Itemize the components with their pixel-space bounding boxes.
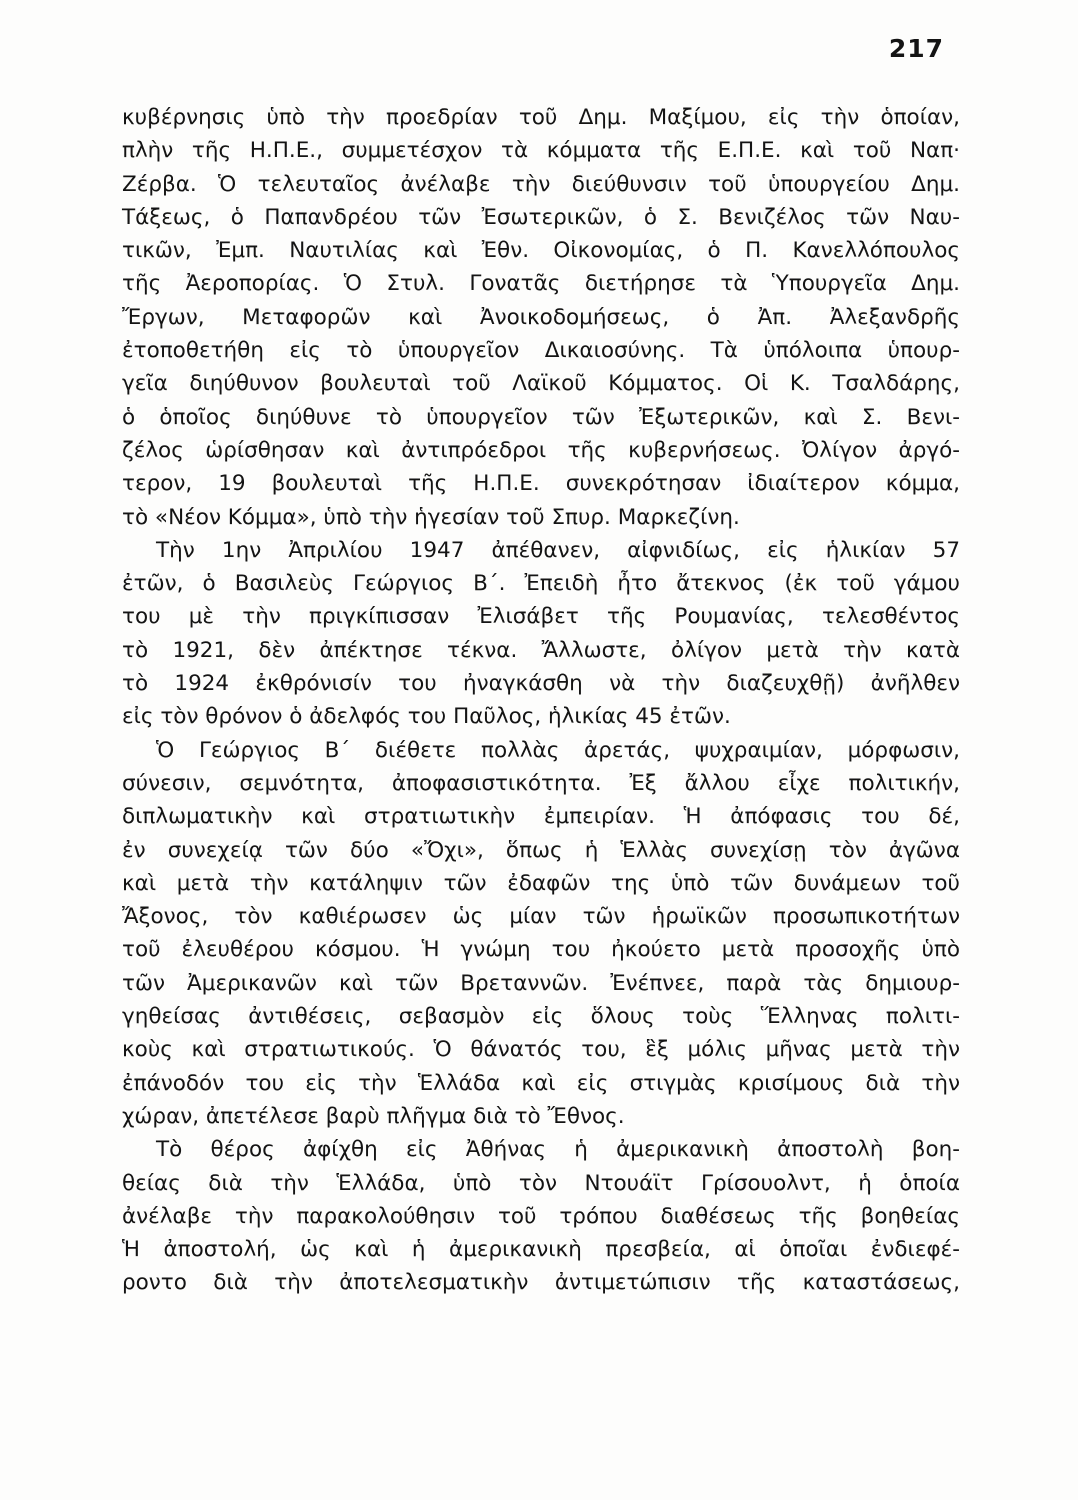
- text-line: θείας διὰ τὴν Ἑλλάδα, ὑπὸ τὸν Ντουάϊτ Γρίσουολντ, ἡ ὁποία: [122, 1170, 960, 1196]
- text-line: Ἡ ἀποστολή, ὡς καὶ ἡ ἀμερικανικὴ πρεσβεία, αἱ ὁποῖαι ἐνδιεφέ-: [122, 1237, 960, 1263]
- text-line: κοὺς καὶ στρατιωτικούς. Ὁ θάνατός του, ἓξ μόλις μῆνας μετὰ τὴν: [122, 1037, 960, 1063]
- text-line: ὁ ὁποῖος διηύθυνε τὸ ὑπουργεῖον τῶν Ἐξωτερικῶν, καὶ Σ. Βενι-: [122, 404, 960, 430]
- body-text: [122, 101, 960, 1300]
- paragraph-end-line: εἰς τὸν θρόνον ὁ ἀδελφός του Παῦλος, ἡλικίας 45 ἐτῶν.: [122, 704, 731, 730]
- text-line: τὸ 1921, δὲν ἀπέκτησε τέκνα. Ἄλλωστε, ὀλίγον μετὰ τὴν κατὰ: [122, 637, 960, 663]
- text-line: Ἄξονος, τὸν καθιέρωσεν ὡς μίαν τῶν ἡρωϊκῶν προσωπικοτήτων: [122, 904, 960, 930]
- text-line: ἐτοποθετήθη εἰς τὸ ὑπουργεῖον Δικαιοσύνης. Τὰ ὑπόλοιπα ὑπουρ-: [122, 338, 960, 364]
- text-line: ροντο διὰ τὴν ἀποτελεσματικὴν ἀντιμετώπισιν τῆς καταστάσεως,: [122, 1270, 960, 1296]
- text-line: τῶν Ἀμερικανῶν καὶ τῶν Βρεταννῶν. Ἐνέπνεε, παρὰ τὰς δημιουρ-: [122, 970, 960, 996]
- paragraph-start-line: Ὁ Γεώργιος Β΄ διέθετε πολλὰς ἀρετάς, ψυχραιμίαν, μόρφωσιν,: [156, 737, 960, 763]
- text-line: κυβέρνησις ὑπὸ τὴν προεδρίαν τοῦ Δημ. Μαξίμου, εἰς τὴν ὁποίαν,: [122, 105, 960, 130]
- text-line: του μὲ τὴν πριγκίπισσαν Ἐλισάβετ τῆς Ρουμανίας, τελεσθέντος: [122, 604, 960, 630]
- text-line: πλὴν τῆς Η.Π.Ε., συμμετέσχον τὰ κόμματα τῆς Ε.Π.Ε. καὶ τοῦ Ναπ·: [122, 138, 960, 164]
- text-line: τὸ 1924 ἐκθρόνισίν του ἠναγκάσθη νὰ τὴν διαζευχθῇ) ἀνῆλθεν: [122, 671, 960, 697]
- text-line: ἐπάνοδόν του εἰς τὴν Ἑλλάδα καὶ εἰς στιγμὰς κρισίμους διὰ τὴν: [122, 1070, 960, 1096]
- text-line: Τάξεως, ὁ Παπανδρέου τῶν Ἐσωτερικῶν, ὁ Σ. Βενιζέλος τῶν Ναυ-: [122, 204, 960, 230]
- text-line: ἐτῶν, ὁ Βασιλεὺς Γεώργιος Β΄. Ἐπειδὴ ἦτο ἄτεκνος (ἐκ τοῦ γάμου: [122, 571, 960, 597]
- text-line: τοῦ ἐλευθέρου κόσμου. Ἡ γνώμη του ἠκούετο μετὰ προσοχῆς ὑπὸ: [122, 937, 960, 963]
- paragraph-end-line: τὸ «Νέον Κόμμα», ὑπὸ τὴν ἡγεσίαν τοῦ Σπυρ. Μαρκεζίνη.: [122, 504, 740, 530]
- page-number: 217: [888, 34, 944, 63]
- paragraph-start-line: Τὸ θέρος ἀφίχθη εἰς Ἀθήνας ἡ ἀμερικανικὴ ἀποστολὴ βοη-: [156, 1137, 960, 1163]
- paragraph-end-line: χώραν, ἀπετέλεσε βαρὺ πλῆγμα διὰ τὸ Ἔθνος.: [122, 1103, 625, 1129]
- text-line: σύνεσιν, σεμνότητα, ἀποφασιστικότητα. Ἐξ ἄλλου εἶχε πολιτικήν,: [122, 770, 960, 796]
- text-line: γεῖα διηύθυνον βουλευταὶ τοῦ Λαϊκοῦ Κόμματος. Οἱ Κ. Τσαλδάρης,: [122, 371, 960, 397]
- text-line: ἐν συνεχείᾳ τῶν δύο «Ὄχι», ὅπως ἡ Ἑλλὰς συνεχίσῃ τὸν ἀγῶνα: [122, 837, 960, 863]
- text-line: τῆς Ἀεροπορίας. Ὁ Στυλ. Γονατᾶς διετήρησε τὰ Ὑπουργεῖα Δημ.: [122, 271, 960, 297]
- text-line: ἀνέλαβε τὴν παρακολούθησιν τοῦ τρόπου διαθέσεως τῆς βοηθείας: [122, 1203, 960, 1229]
- text-line: ζέλος ὡρίσθησαν καὶ ἀντιπρόεδροι τῆς κυβερνήσεως. Ὀλίγον ἀργό-: [122, 437, 960, 463]
- text-line: Ζέρβα. Ὁ τελευταῖος ἀνέλαβε τὴν διεύθυνσιν τοῦ ὑπουργείου Δημ.: [122, 171, 960, 197]
- text-line: Ἔργων, Μεταφορῶν καὶ Ἀνοικοδομήσεως, ὁ Ἀπ. Ἀλεξανδρῆς: [122, 304, 960, 330]
- text-line: γηθείσας ἀντιθέσεις, σεβασμὸν εἰς ὅλους τοὺς Ἕλληνας πολιτι-: [122, 1004, 960, 1030]
- paragraph-start-line: Τὴν 1ην Ἀπριλίου 1947 ἀπέθανεν, αἰφνιδίως, εἰς ἡλικίαν 57: [156, 537, 960, 563]
- text-line: διπλωματικὴν καὶ στρατιωτικὴν ἐμπειρίαν. Ἡ ἀπόφασις του δέ,: [122, 804, 960, 830]
- text-line: τερον, 19 βουλευταὶ τῆς Η.Π.Ε. συνεκρότησαν ἰδιαίτερον κόμμα,: [122, 471, 960, 497]
- text-line: τικῶν, Ἐμπ. Ναυτιλίας καὶ Ἐθν. Οἰκονομίας, ὁ Π. Κανελλόπουλος: [122, 238, 960, 264]
- text-line: καὶ μετὰ τὴν κατάληψιν τῶν ἐδαφῶν της ὑπὸ τῶν δυνάμεων τοῦ: [122, 870, 960, 896]
